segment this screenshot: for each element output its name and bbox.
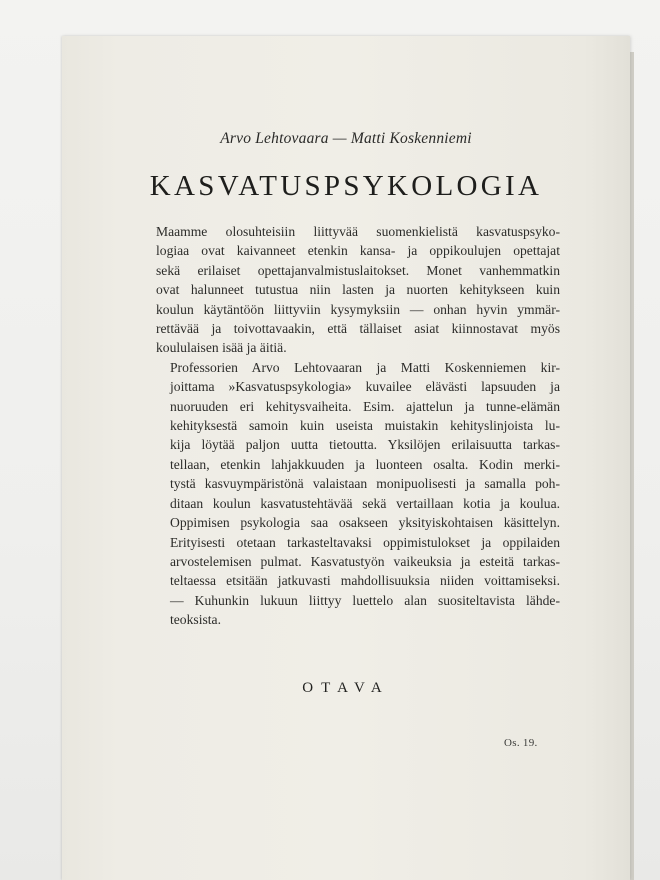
text-line: — Kuhunkin lukuun liittyy luettelo alan suositeltavista lähde- xyxy=(170,592,560,608)
text-line: joittama »Kasvatuspsykologia» kuvailee elävästi lapsuuden ja xyxy=(170,379,560,395)
edition-code: Os. 19. xyxy=(504,737,538,749)
text-line: teltaessa etsitään jatkuvasti mahdollisuuksia niiden voittamiseksi. xyxy=(170,573,560,589)
text-line: koulun käytäntöön liittyviin kysymyksiin — onhan hyvin ymmär- xyxy=(156,301,560,317)
text-line: Erityisesti otetaan tarkasteltavaksi oppimistulokset ja oppilaiden xyxy=(170,534,560,550)
blurb-paragraph-2 xyxy=(156,358,560,630)
text-line: arvostelemisen pulmat. Kasvatustyön vaikeuksia ja esteitä tarkas- xyxy=(170,553,560,569)
publisher-name: OTAVA xyxy=(302,680,390,696)
text-line: rettävää ja toivottavaakin, että tällaiset asiat kiinnostavat myös xyxy=(156,321,560,337)
text-line: kija löytää paljon uutta tietoutta. Yksilöjen erilaisuutta tarkas- xyxy=(170,437,560,453)
text-line: Professorien Arvo Lehtovaaran ja Matti Koskenniemen kir- xyxy=(170,359,560,375)
text-line: teoksista. xyxy=(170,612,221,628)
book-title: KASVATUSPSYKOLOGIA xyxy=(149,170,543,202)
text-line: logiaa ovat kaivanneet etenkin kansa- ja oppikoulujen opettajat xyxy=(156,243,560,259)
text-line: tystä kasvuympäristönä valaistaan monipuolisesti ja samalla poh- xyxy=(170,476,560,492)
text-line: Oppimisen psykologia saa osakseen yksityiskohtaisen käsittelyn. xyxy=(170,515,560,531)
blurb-paragraph-1 xyxy=(156,222,560,358)
blurb-text xyxy=(156,222,560,630)
text-line: ditaan koulun kasvatustehtävää sekä vertaillaan kotia ja koulua. xyxy=(170,495,560,511)
text-line: koululaisen isää ja äitiä. xyxy=(156,340,287,356)
text-line: sekä erilaiset opettajanvalmistuslaitokset. Monet vanhemmatkin xyxy=(156,262,560,278)
text-line: kehityksestä samoin kuin useista muistakin kehityslinjoista lu- xyxy=(170,418,560,434)
text-line: ovat halunneet tutustua niin lasten ja nuorten kehitykseen kuin xyxy=(156,282,560,298)
text-line: nuoruuden eri kehitysvaiheita. Esim. ajattelun ja tunne-elämän xyxy=(170,398,560,414)
text-line: Maamme olosuhteisiin liittyvää suomenkielistä kasvatuspsyko- xyxy=(156,224,560,239)
authors-line: Arvo Lehtovaara — Matti Koskenniemi xyxy=(220,130,472,147)
text-line: tellaan, etenkin lahjakkuuden ja luonteen osalta. Kodin merki- xyxy=(170,456,560,472)
